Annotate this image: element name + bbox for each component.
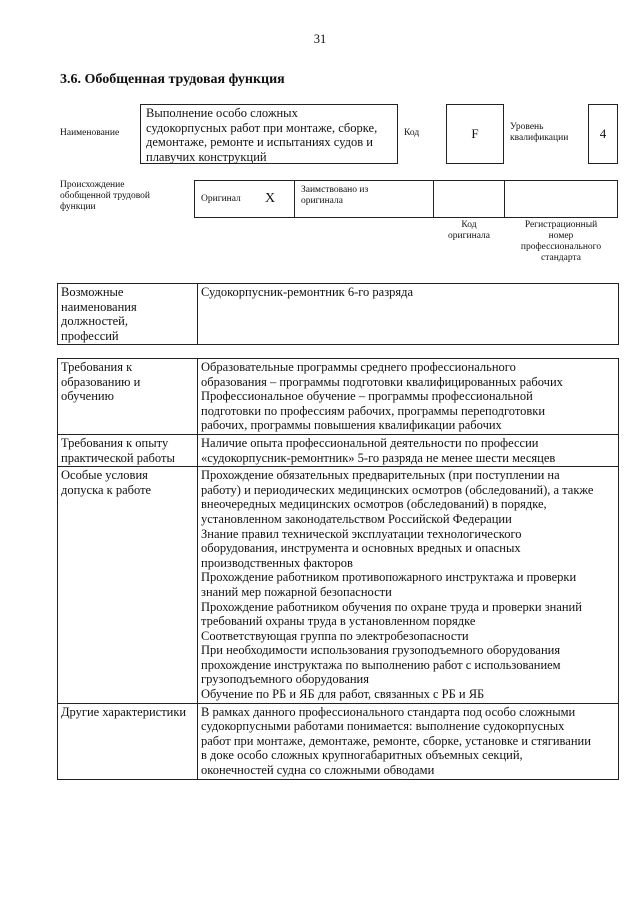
requirements-table [57,358,619,780]
label-line: Требования к [61,360,133,374]
value-line: работ при монтаже, демонтаже, ремонте, сборке, установке и стягивании [201,733,591,748]
value-line: Прохождение работником обучения по охране труда и проверки знаний [201,599,582,614]
borrowed-label-line: Заимствовано из [301,185,369,195]
value-line: прохождение инструктажа по выполнению работ с использованием [201,657,561,672]
value-line: подготовки по профессиям рабочих, программы переподготовки [201,403,546,418]
original-label: Оригинал [201,194,241,204]
label-line: практической работы [61,450,175,465]
label-line: Особые условия [61,468,148,483]
experience-label [58,434,198,466]
page-number: 31 [313,32,327,46]
label-line: Возможные [61,285,124,299]
value-line: Наличие опыта профессиональной деятельности по профессии [201,435,539,450]
special-conditions-value [198,467,619,704]
experience-value [198,434,619,466]
registration-caption [504,220,618,264]
special-conditions-label [58,467,198,704]
label-line: Другие характеристики [61,704,187,719]
value-line: В рамках данного профессионального стандарта под особо сложными [201,704,576,719]
origin-label-line: Происхождение [60,180,125,190]
value-line: рабочих, программы повышения квалификации рабочих [201,418,502,433]
table-row [58,434,619,466]
value-line: судокорпусными работами понимается: выполнение судокорпусных [201,719,565,734]
value-line: Соответствующая группа по электробезопасности [201,628,469,643]
table-row [58,359,619,435]
borrowed-cell [294,180,434,218]
name-value-line: судокорпусных работ при монтаже, сборке, [146,120,378,135]
caption-line: Код [461,220,477,230]
section-title: 3.6. Обобщенная трудовая функция [60,72,285,87]
caption-line: оригинала [448,231,490,241]
positions-label [58,284,198,345]
caption-line: Регистрационный [524,220,598,230]
code-original-caption [433,220,505,242]
label-line: допуска к работе [61,482,152,497]
origin-label-line: функции [60,202,96,212]
value-line: образования – программы подготовки квалифицированных рабочих [201,374,563,389]
other-characteristics-value [198,703,619,779]
other-characteristics-label [58,703,198,779]
name-label: Наименование [60,128,120,138]
value-line: оборудования, инструмента и основных вредных и опасных [201,541,521,556]
value-line: знаний мер пожарной безопасности [201,584,392,599]
origin-label [60,180,150,213]
original-mark: X [265,191,276,206]
table-row [58,467,619,704]
value-line: Обучение по РБ и ЯБ для работ, связанных с РБ и ЯБ [201,687,485,702]
value-line: грузоподъемного оборудования [201,672,369,687]
table-row [58,703,619,779]
value-line: Прохождение работником противопожарного инструктажа и проверки [201,570,577,585]
caption-line: стандарта [541,253,581,263]
value-line: Знание правил технической эксплуатации технологического [201,526,522,541]
level-label-line: квалификации [510,133,569,143]
value-line: Прохождение обязательных предварительных (при поступлении на [201,468,560,483]
code-value: F [446,104,504,164]
label-line: профессий [61,328,119,343]
value-line: внеочередных медицинских осмотров (обследований) в порядке, [201,497,547,512]
name-value-line: демонтаже, ремонте и испытаниях судов и [146,135,373,150]
borrowed-label-line: оригинала [301,196,343,206]
caption-line: номер [548,231,574,241]
origin-label-line: обобщенной трудовой [60,191,150,201]
positions-value: Судокорпусник-ремонтник 6-го разряда [198,284,619,345]
positions-table [57,283,619,345]
name-value-line: Выполнение особо сложных [146,106,298,120]
label-line: образованию и [61,374,141,389]
label-line: наименования [61,299,137,314]
value-line: При необходимости использования грузоподъемного оборудования [201,643,561,658]
label-line: обучению [61,389,114,404]
value-line: «судокорпусник-ремонтник» 5-го разряда не менее шести месяцев [201,450,556,465]
caption-line: профессионального [520,242,602,252]
value-line: Профессиональное обучение – программы профессиональной [201,389,533,404]
value-line: требований охраны труда в установленном порядке [201,614,476,629]
value-line: Образовательные программы среднего профессионального [201,360,516,374]
value-line: установленном законодательством Российской Федерации [201,511,512,526]
level-label [510,122,568,144]
code-label: Код [404,128,420,138]
original-code-cell [433,180,505,218]
level-value: 4 [588,104,618,164]
table-row [58,284,619,345]
value-line: оконечностей судна со сложными обводами [201,763,435,778]
value-line: в доке особо сложных крупногабаритных объемных секций, [201,748,523,763]
level-label-line: Уровень [510,122,544,132]
registration-number-cell [504,180,618,218]
name-value-box [140,104,398,164]
original-cell [194,180,295,218]
education-value [198,359,619,435]
label-line: должностей, [61,314,128,329]
value-line: производственных факторов [201,555,353,570]
label-line: Требования к опыту [61,435,169,450]
value-line: работу) и периодических медицинских осмотров (обследований), а также [201,482,594,497]
education-label [58,359,198,435]
name-value-line: плавучих конструкций [146,149,267,164]
